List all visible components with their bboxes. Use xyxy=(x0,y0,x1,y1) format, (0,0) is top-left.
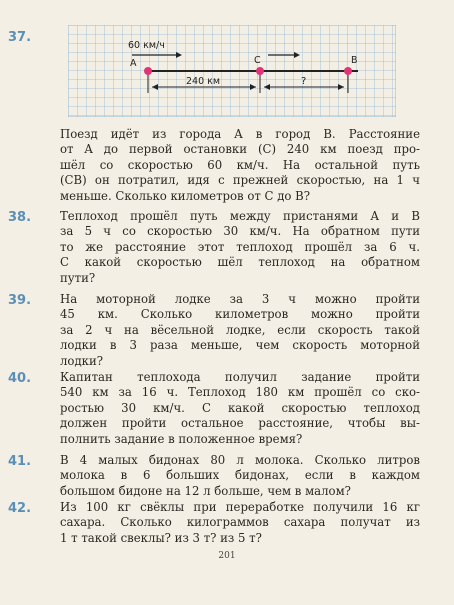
problem-42-number: 42. xyxy=(8,501,32,516)
problem-42-text xyxy=(60,500,420,546)
problem-42-line-1: Из 100 кг свёклы при переработке получили 16 кг xyxy=(60,500,420,514)
problem-40-text xyxy=(60,370,420,447)
problem-40-line-1: Капитан теплохода получил задание пройти xyxy=(60,370,420,384)
problem-38-line-2: за 5 ч со скоростью 30 км/ч. На обратном пути xyxy=(60,224,420,239)
problem-38-line-4: С какой скоростью шёл теплоход на обратном xyxy=(60,255,420,270)
point-b-label: B xyxy=(351,55,358,66)
problem-40-line-3: ростью 30 км/ч. С какой скоростью теплоход xyxy=(60,400,420,415)
problem-37-line-1: Поезд идёт из города A в город B. Расстояние xyxy=(60,127,420,141)
point-b-dot xyxy=(344,67,352,75)
problem-38-number: 38. xyxy=(8,210,32,225)
point-a-dot xyxy=(144,67,152,75)
problem-40-line-2: 540 км за 16 ч. Теплоход 180 км прошёл со ско- xyxy=(60,385,420,400)
problem-39-line-5: лодки? xyxy=(60,353,104,368)
problem-39-line-2: 45 км. Сколько километров можно пройти xyxy=(60,307,420,322)
problem-38-line-3: то же расстояние этот теплоход прошёл за 6 ч. xyxy=(60,239,420,254)
problem-38-text xyxy=(60,209,420,286)
problem-41-line-2: молока в 6 больших бидонах, если в каждом xyxy=(60,468,420,483)
problem-39-line-4: лодки в 3 раза меньше, чем скорость моторной xyxy=(60,338,420,353)
problem-37-line-5: меньше. Сколько километров от C до B? xyxy=(60,188,311,203)
problem-37-line-3: шёл со скоростью 60 км/ч. На остальной путь xyxy=(60,157,420,172)
distance-ac-label: 240 км xyxy=(186,76,221,87)
distance-diagram xyxy=(68,25,396,117)
problem-39-text xyxy=(60,292,420,369)
problem-41-line-1: В 4 малых бидонах 80 л молока. Сколько литров xyxy=(60,453,420,467)
point-c-dot xyxy=(256,67,264,75)
problem-37-diagram xyxy=(68,25,396,117)
problem-39-number: 39. xyxy=(8,293,32,308)
problem-37-number: 37. xyxy=(8,30,32,45)
problem-39-line-3: за 2 ч на вёсельной лодке, если скорость такой xyxy=(60,322,420,337)
problem-39-line-1: На моторной лодке за 3 ч можно пройти xyxy=(60,292,420,306)
problem-42-line-3: 1 т такой свеклы? из 3 т? из 5 т? xyxy=(60,530,262,545)
problem-38-line-1: Теплоход прошёл путь между пристанями A и B xyxy=(60,209,420,223)
problem-40-number: 40. xyxy=(8,371,32,386)
page-number: 201 xyxy=(218,551,236,561)
problem-40-line-4: должен пройти остальное расстояние, чтобы вы- xyxy=(60,416,420,431)
distance-cb-label: ? xyxy=(301,76,307,87)
point-a-label: A xyxy=(130,58,137,69)
problem-41-line-3: большом бидоне на 12 л больше, чем в малом? xyxy=(60,483,351,498)
point-c-label: C xyxy=(254,55,261,66)
problem-41-text xyxy=(60,453,420,499)
problem-37-line-2: от A до первой остановки (C) 240 км поезд про- xyxy=(60,142,420,157)
problem-37-text xyxy=(60,127,420,204)
problem-40-line-5: полнить задание в положенное время? xyxy=(60,431,303,446)
problem-38-line-5: пути? xyxy=(60,270,96,285)
problem-42-line-2: сахара. Сколько килограммов сахара получат из xyxy=(60,515,420,530)
problem-37-line-4: (CB) он потратил, идя с прежней скоростью, на 1 ч xyxy=(60,173,420,188)
speed-label: 60 км/ч xyxy=(128,40,165,51)
problem-41-number: 41. xyxy=(8,454,32,469)
